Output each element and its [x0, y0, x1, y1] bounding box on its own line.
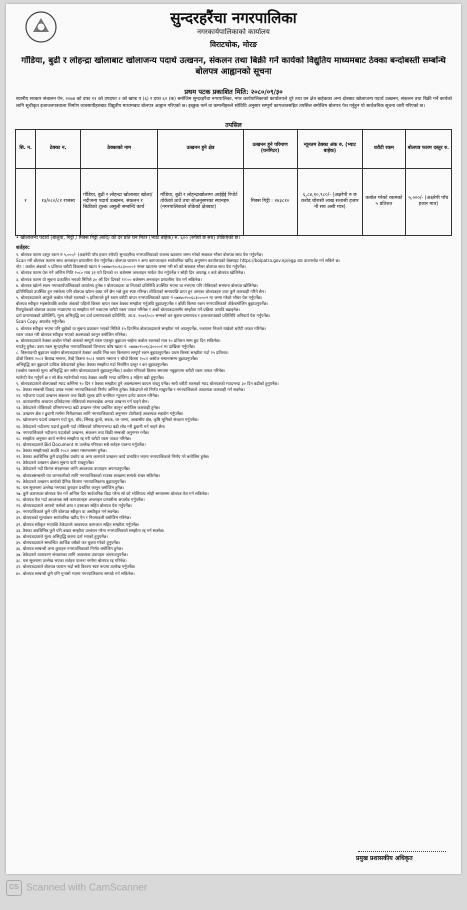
condition-item: १५. खोलाजन्य पदार्थ उत्खनन गर्दा पूल, बाँध, सिंचाइ कुलो, सडक, घर जग्गा, आवासीय क्षेत्र, कृषि भूमिको संरक्षण गर्नुपर्नेछ।: [16, 417, 199, 423]
notice-title: गाँडिया, बुढी र लोहन्द्रा खोलाबाट खोलाजन्य पदार्थ उत्खनन, संकलन तथा बिक्री गर्ने कार्यको विद्युतिय माध्यमबाट ठेक्का बन्दोबस्ती सम्बन्धि बोलपत्र आह्वानको सूचना: [21, 56, 446, 77]
condition-item: २. बोलपत्र फारम पेश गर्ने अन्तिम मिति २०८० माघ ३१ गते दिनको १२ बजेसम्म अनलाइन मार्फत पेश गर्नुपर्नेछ र सोही दिन अपराह्न १ बजे बोलपत्र खोलिनेछ।: [16, 270, 245, 276]
cell-deposit: कबोल गरेको रकमको ५ प्रतिशत: [363, 169, 406, 236]
scanner-watermark: [6, 880, 147, 896]
condition-item: दोस्रो किस्ता २०८१ बैशाख मसान्त, तेस्रो किस्ता २०८१ श्रावण मसान्त र चौथो किस्ता २०८१ असोज मसान्तसम्म बुझाउनुपर्नेछ।: [16, 356, 199, 362]
condition-item: ३१. बोलपत्रको मूल्यांकन सार्वजनिक खरिद ऐन र नियमावली बमोजिम गरिनेछ।: [16, 515, 131, 521]
condition-item: १६. ठेकेदारले नदीजन्य पदार्थ ढुवानी गर्दा तोकिएको परिमाणभन्दा बढी लोड गरी ढुवानी गर्न पाइने छैन।: [16, 423, 166, 429]
intro-paragraph: स्थानीय सरकार संचालन ऐन, २०७४ को दफा ११ को उपदफा २ को खण्ड प (६) र दफा ६२ (क) बमोजिम सुन्दरहरैंचा नगरपालिका, नगर कार्यपालिकाको कार्यालयले धुरे तथा वन क्षेत्र बाहेकका अन्य क्षेत्रबाट खोलाजन्य पदार्थ उत्खनन, संकलन तथा बिक्री गर्ने कार्यको लागि सूचीकृत इजाजतपत्रवाला निर्माण व्यवसायीहरुबाट विद्युतीय माध्यमबाट बोलपत्र आह्वान गरिएको छ। इच्छुक फर्म वा कम्पनीहरुले सोविधि अनुसार सम्पूर्ण कागजातसहित तपसिल बमोजिम बोलपत्र पेश गर्नुहुन यो सार्वजनिक सूचना जारी गरिएको छ।: [16, 97, 452, 109]
condition-item: २७. कुनै कारणवश बोलपत्र पेश गर्ने अन्तिम दिन सार्वजनिक बिदा परेमा सो को भोलिपल्ट सोही समयसम्म बोलपत्र पेश गर्न सकिनेछ।: [16, 490, 209, 496]
col-sn: सि. न.: [16, 130, 36, 169]
signature-line: [358, 851, 446, 852]
cell-quantity: मिक्स गिट्टी : २४३८१०: [243, 169, 297, 236]
tender-table: [15, 129, 452, 236]
condition-item: ३३. ठेक्का अवधिभित्र कुनै पनि बखत सम्झौता उल्लंघन गरेमा नगरपालिकाले सम्झौता रद्द गर्न सक्नेछ।: [16, 527, 165, 533]
condition-item: १३. ठेकेदारले तोकिएको परिमाणभन्दा बढी उत्खनन गरेमा प्रचलित कानुन बमोजिम कारबाही हुनेछ।: [16, 405, 161, 411]
condition-item: २३. ठेकेदारले नदी किनार संरक्षणका लागि आवश्यक उपायहरु अपनाउनुपर्नेछ।: [16, 466, 131, 472]
rate-note: • खोलाजन्य पदार्थ (बालुवा, गिट्टी / मिक्स गिट्टी आदि) को दर प्रति घन मिटर (भ्याट बाहेक) रु. ६०० (रुपैयाँ छ सय) तोकिएको छ।: [16, 236, 240, 241]
condition-item: २९. बोलपत्रदाताले आफ्नो फर्मको छाप र हस्ताक्षर सहित बोलपत्र पेश गर्नुपर्नेछ।: [16, 503, 133, 509]
condition-item: १. बोलपत्र फारम दस्तुर रकम रु ५,०००/- (अक्षरेपी पाँच हजार रुपैयाँ) सुन्दरहरैंचा नगरपालिकाको राजस्व खातामा जम्मा गरेको सक्कल भौचर बोलपत्र साथ पेश गर्नुपर्नेछ।: [16, 252, 263, 257]
schedule-label: तपसिल: [225, 122, 242, 129]
condition-item: ६. बोलपत्र स्वीकृत भएमा पनि बुझेको वा सुचना प्रकाशन भएको मितिले १५ दिनभित्र बोलपत्रदाताले सम्झौता गर्न आउनुपर्नेछ, नआएमा निजले राखेको धरौटी जफत गरिनेछ।: [16, 325, 267, 331]
condition-item: ५. बोलपत्रदाताले आफुले कबोल गरेको रकमको ५ प्रतिशतले हुने रकम धरौटी बापत नगरपालिकाको खाता नं ०७४७०२००६८३००००२ मा जम्मा गरेको भौचर पेश गर्नुपर्नेछ।: [16, 294, 263, 300]
col-quantity: उत्खनन हुने परिमाण (घनमिटर): [243, 130, 297, 169]
condition-item: Scan गरी बोलपत्र फाराम साथ अनलाइन प्रणालीमा पेश गर्नुपर्नेछ। बोलपत्र फाराम र अन्य कागजातहरु सार्वजनिक खरिद अनुगमन कार्यालयको वेबसाइट https://bolpatra.gov.np/egp बाट डाउनलोड गर्न सकिने छ।: [16, 258, 341, 264]
condition-item: २१. ठेक्का अवधिभित्र कुनै प्राकृतिक प्रकोप वा अन्य कारणले उत्खनन कार्य प्रभावित भएमा नगरपालिकाले निर्णय गरे बमोजिम हुनेछ।: [16, 454, 210, 460]
col-form-fee: बोलपत्र फारम दस्तुर रु.: [405, 130, 451, 169]
condition-item: ३२. बोलपत्र स्वीकृत भएपछि ठेकेदारले आवश्यक कागजात सहित सम्झौता गर्नुपर्नेछ।: [16, 521, 140, 527]
condition-item: १४. उत्खनन क्षेत्र र ढुवानी मार्गमा निरीक्षणका लागि नगरपालिकाको अनुगमन टोलीलाई आवश्यक सहयोग गर्नुपर्नेछ।: [16, 411, 184, 417]
condition-item: ९. बोलपत्रदाताले बोलपत्रको म्याद कम्तिमा ९० दिन र ठेक्का सम्झौता हुने अवस्थासम्म कायम राख्नु पर्नेछ। साथै धरौटी रकमको म्याद बोलपत्रको म्यादभन्दा ३० दिन बढीको हुनुपर्नेछ।: [16, 380, 279, 386]
condition-item: २४. बोलपत्रसम्बन्धी थप जानकारीको लागि नगरपालिकाको राजस्व शाखामा सम्पर्क राख्न सकिनेछ।: [16, 472, 161, 478]
condition-item: १७. नगरपालिकाले नदीजन्य पदार्थको उत्खनन, संकलन तथा बिक्री सम्बन्धी अनुगमन गर्नेछ।: [16, 429, 150, 435]
cell-contract-name: गाँडिया, बुढी र लोहन्द्रा खोलाबाट खोला/नदीजन्य पदार्थ उत्खनन, संकलन र बिक्रीको शुल्क असुली सम्बन्धि कार्य: [81, 169, 158, 236]
condition-item: २२. ठेकेदारले उत्खनन क्षेत्रमा सूचना पाटी राख्नुपर्नेछ।: [16, 460, 95, 466]
col-deposit: धरौटी रकम: [363, 130, 406, 169]
condition-item: ३०. नगरपालिकाले कुनै पनि बोलपत्र स्वीकृत वा अस्वीकृत गर्न सक्नेछ।: [16, 509, 120, 515]
condition-item: १२. वातावरणीय अध्ययन प्रतिवेदनमा तोकिएको स्थानबाहेक अन्यत्र उत्खनन गर्न पाइने छैन।: [16, 399, 149, 404]
condition-item: प्रतिनिधिको उपस्थित हुन नसकेमा पनि बोलपत्र खोल्न बाधा पर्ने छैन भन्ने कुरा स्पष्ट गरिन्छ। तोकिएको समयपछि प्राप्त हुन आएका बोलपत्रहरु उपर कुनै कारबाही गरिने छैन।: [16, 288, 266, 294]
condition-item: नोट : कबोल अंकको ५ प्रतिशत धरौटी विकासको खाता नं ०७४७०२००६८३००००२ नम्बर खातामा जम्मा गरी सो को सक्कल भौचर बोलपत्र साथ पेश गर्नुपर्नेछ।: [16, 264, 246, 270]
col-area: उत्खनन हुने क्षेत्र: [158, 130, 243, 169]
condition-item: गराउँनु हुनेछ। उक्त रकम सुन्दरहरैंचा नगरपालिकाको विभाज्य कोष खाता नं. ०७४७०२००६८३००००१ मा दाखिला गर्नुपर्नेछ।: [16, 343, 196, 349]
condition-item: बोलपत्र स्वीकृत भइसकेपछि कबोल अंकको पहिलो किस्ता बापत रकम ठेक्का सम्झौता गर्नुअघि बुझाउनुपर्नेछ र बाँकी किस्ता रकम नगरपालिकाले तोकेबमोजिम बुझाउनुपर्नेछ।: [16, 301, 269, 306]
cell-contract-no: १३/०८०/८१ राजस्व: [36, 169, 81, 236]
conditions-list: [16, 252, 452, 577]
notice-sheet: [6, 4, 461, 874]
condition-item: ३. बोलपत्र फारम यो सूचना प्रकाशित भएको मितिले ३० औं दिन दिनको १२:०० बजेसम्म अनलाइन प्रणालीमा पेश गर्न सकिनेछ।: [16, 276, 202, 282]
municipality-name: सुन्दरहरैंचा नगरपालिका: [170, 9, 297, 27]
col-contract-name: ठेक्काको नाम: [81, 130, 158, 169]
condition-item: २०. ठेक्का सम्झौताको अवधि २०८१ असार मसान्तसम्म हुनेछ।: [16, 448, 107, 453]
condition-item: ७. बोलपत्रदाताले ठेक्का कबोल गरेको अंकको सम्पूर्ण रकम एकमुष्ट बुझाउन चाहेमा कबोल रकमको मात्र १० प्रतिशत सम्म छुट दिन सकिनेछ।: [16, 337, 221, 343]
condition-item: ग्यारेन्टी पेश गर्नुपर्ने छ र सो बैंक ग्यारेन्टीको म्याद ठेक्का अवधि भन्दा कम्तिमा ३ महिना बढी हुनुपर्नेछ।: [16, 374, 165, 380]
condition-item: ११. नदीजन्य पदार्थ उत्खनन संकलन तथा बिक्री शुल्क प्रति घनमिटर न्यूनतम दररेट कायम गरिनेछ।: [16, 392, 160, 398]
camscanner-logo-icon: CS: [6, 880, 22, 896]
office-name: नगरकार्यपालिकाको कार्यालय: [197, 28, 270, 36]
condition-item: १०. ठेक्का सम्बन्धी विवाद उत्पन्न भएमा नगरपालिकाको निर्णय अन्तिम हुनेछ। ठेकेदारले सो निर्णय मान्नुपर्नेछ र नगरपालिकाले आवश्यक कारबाही गर्न सक्नेछ।: [16, 386, 245, 392]
condition-item: (कबोल रकमको मूल्य अभिवृद्धि कर समेत बोलपत्रदाताले बुझाउनुपर्नेछ।) कबोल गरिएको किस्ता समयमा नबुझाएमा धरौटी रकम जफत गरिनेछ।: [16, 368, 226, 374]
condition-item: ३८. यस सूचनामा उल्लेख भएका शर्तहरु पालना नगरेमा बोलपत्र रद्द गरिनेछ।: [16, 558, 127, 564]
scanner-watermark-text: Scanned with CamScanner: [26, 882, 148, 894]
condition-item: ८. किस्तावन्दी बुझाउन चाहेमा बोलपत्रदाताले ठेक्का अवधि भित्र चार किस्तामा सम्पूर्ण रकम बुझाउनुपर्नेछ। प्रथम किस्ता सम्झौता गर्दा २५ प्रतिशत।: [16, 350, 229, 355]
condition-item: ३७. ठेकेदारले वातावरण संरक्षणका लागि आवश्यक उपायहरु अपनाउनुपर्नेछ।: [16, 552, 128, 558]
cell-area: गाँडिया, बुढी र लोहन्द्राखोलामा आईईई रिपोर्ट तोकेको ठाउँ तथा सोअनुसारका स्थानहरु (नगरपालिकाले तोकेको क्षेत्रबाट): [158, 169, 243, 236]
col-contract-no: ठेक्का न.: [36, 130, 81, 169]
condition-item: १९. बोलपत्रदाताले Bid Document मा उल्लेख गरिएका सबै शर्तहरु पालना गर्नुपर्नेछ।: [16, 441, 146, 447]
condition-item: Scan Copy अपलोड गर्नुपर्नेछ।: [16, 319, 66, 325]
table-header-row: [16, 130, 452, 169]
condition-item: रकम जफत गरी बोलपत्र स्वीकृत भएको अवस्थाको कानुन बमोजिम गरिनेछ।: [16, 331, 127, 337]
condition-item: १८. सम्झौता अनुसार कार्य नगरेमा सम्झौता रद्द गरी धरौटी रकम जफत गरिनेछ।: [16, 435, 132, 441]
condition-item: दर्ता प्रमाणपत्रको प्रतिलिपि, मूल्य अभिवृद्धि कर दर्ता प्रमाणपत्रको प्रतिलिपि, आ.व. २०७९/०८० सम्मको कर चुक्ता प्रमाणपत्र र इजाजतपत्रको प्रतिलिपि अनिवार्य पेश गर्नुपर्नेछ।: [16, 313, 271, 319]
cell-form-fee: ५,०००/- (अक्षरेपी पाँच हजार मात्र): [405, 169, 451, 236]
condition-item: ३९. बोलपत्रदाताले बोलपत्र फाराम भर्दा सबै विवरण स्पष्ट रूपमा उल्लेख गर्नुपर्नेछ।: [16, 564, 136, 570]
condition-item: ३६. बोलपत्र सम्बन्धी अन्य कुराहरु नगरपालिकाको निर्णय बमोजिम हुनेछ।: [16, 546, 123, 551]
office-location: विराटचोक, मोरङ: [209, 40, 258, 49]
condition-item: २८. बोलपत्र पेश गर्दा आवश्यक सबै कागजातहरु अनलाइन प्रणालीमा अपलोड गर्नुपर्नेछ।: [16, 497, 145, 502]
condition-item: २५. ठेकेदारले उत्खनन कार्यको दैनिक विवरण नगरपालिकामा बुझाउनुपर्नेछ।: [16, 478, 127, 484]
condition-item: ४०. बोलपत्र सम्बन्धी कुनै पनि गुनासो भएमा नगरपालिकामा सम्पर्क गर्न सकिनेछ।: [16, 570, 135, 576]
signatory-title: प्रमुख प्रशासकीय अधिकृत: [356, 855, 413, 862]
condition-item: ४. बोलपत्र खोल्ने स्थान नगरकार्यपालिकाको कार्यालय हुनेछ र बोलपत्रदाता वा निजको प्रतिनिधि उपस्थित भएमा वा नभएमा पनि तोकिएको समयमा बोलपत्र खोलिनेछ।: [16, 282, 259, 288]
condition-item: अभिवृद्धि कर बुझाउने दायित्व ठेकेदारको हुनेछ। ठेक्का सम्झौता गर्दा निर्धारित दस्तुर र कर बुझाउनुपर्नेछ।: [16, 362, 169, 368]
publish-date: प्रथम पटक प्रकाशित मिति: २०८०/०९/३०: [184, 88, 283, 96]
cell-sn: १: [16, 169, 36, 236]
condition-item: रितपूर्वकको बोलपत्र जवाफ नपठाएमा वा सम्झौता गर्न नआएमा धरौटी रकम जफत गरिनेछ र अर्को बोलपत्रदातासँग सम्झौता गर्ने प्रक्रिया अगाडि बढाइनेछ।: [16, 307, 240, 313]
col-min-amount: न्यूनतम ठेक्का अंक रु. (भ्याट बाहेक): [297, 130, 363, 169]
table-row: [16, 169, 452, 236]
condition-item: ३४. बोलपत्रदाताले मूल्य अभिवृद्धि करमा दर्ता भएको हुनुपर्नेछ।: [16, 533, 108, 539]
condition-item: ३५. बोलपत्रदाताले सम्बन्धित आर्थिक वर्षको कर चुक्ता गरेको हुनुपर्नेछ।: [16, 539, 121, 545]
condition-item: २६. यस सूचनामा उल्लेख नभएका कुराहरु प्रचलित कानुन बमोजिम हुनेछ।: [16, 484, 125, 490]
conditions-heading: शर्तहरु:: [16, 245, 30, 251]
cell-min-amount: ६,८४,१०,९८०/- (अक्षरेपी रु छ करोड चौरासी लाख सत्तासी हजार नौ सय असी मात्र): [297, 169, 363, 236]
